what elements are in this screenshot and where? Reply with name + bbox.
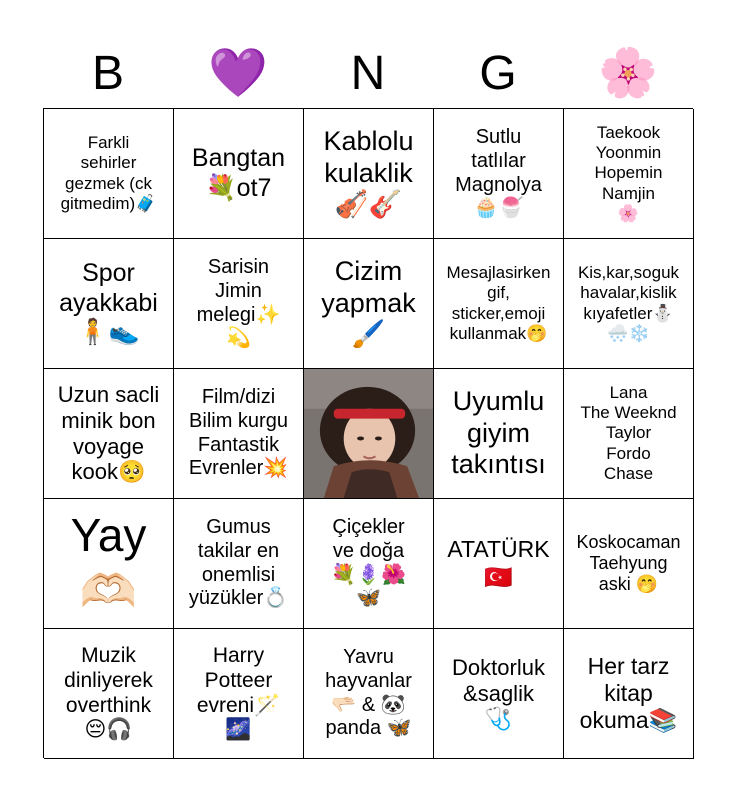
bingo-cell-4-2[interactable]: Gumus takilar en onemlisi yüzükler💍	[174, 499, 304, 629]
bingo-cell-1-2[interactable]: Bangtan 💐ot7	[174, 109, 304, 239]
header-letter-g: G	[479, 47, 517, 100]
bingo-cell-1-5[interactable]: Taekook Yoonmin Hopemin Namjin 🌸	[564, 109, 694, 239]
bingo-cell-3-2[interactable]: Film/dizi Bilim kurgu Fantastik Evrenler💥	[174, 369, 304, 499]
header-cherry-blossom-icon: 🌸	[598, 47, 658, 100]
bingo-cell-4-1[interactable]: Yay 🫶🏻	[44, 499, 174, 629]
bingo-cell-2-3[interactable]: Cizim yapmak 🖌️	[304, 239, 434, 369]
header-letter-b: B	[91, 47, 124, 100]
header-hyacinth-icon: 💜	[208, 47, 268, 100]
bingo-cell-3-1[interactable]: Uzun sacli minik bon voyage kook🥺	[44, 369, 174, 499]
bingo-cell-2-1[interactable]: Spor ayakkabi 🧍👟	[44, 239, 174, 369]
bingo-cell-5-2[interactable]: Harry Potteer evreni🪄 🌌	[174, 629, 304, 759]
bingo-cell-1-1[interactable]: Farkli sehirler gezmek (ck gitmedim)🧳	[44, 109, 174, 239]
bingo-cell-5-1[interactable]: Muzik dinliyerek overthink 😔🎧	[44, 629, 174, 759]
bingo-cell-4-5[interactable]: Koskocaman Taehyung aski 🤭	[564, 499, 694, 629]
bingo-cell-2-4[interactable]: Mesajlasirken gif, sticker,emoji kullanmak🤭	[434, 239, 564, 369]
bingo-cell-4-4[interactable]: ATATÜRK 🇹🇷	[434, 499, 564, 629]
bingo-cell-1-3[interactable]: Kablolu kulaklik 🎻🎸	[304, 109, 434, 239]
portrait-photo-icon	[304, 369, 433, 498]
bingo-cell-4-3[interactable]: Çiçekler ve doğa 💐🪻🌺 🦋	[304, 499, 434, 629]
bingo-cell-1-4[interactable]: Sutlu tatlılar Magnolya 🧁🍧	[434, 109, 564, 239]
bingo-cell-2-2[interactable]: Sarisin Jimin melegi✨ 💫	[174, 239, 304, 369]
header-letter-n: N	[350, 47, 386, 100]
bingo-cell-3-4[interactable]: Uyumlu giyim takıntısı	[434, 369, 564, 499]
bingo-header	[43, 40, 693, 108]
bingo-cell-5-3[interactable]: Yavru hayvanlar 🫳🏻 & 🐼 panda 🦋	[304, 629, 434, 759]
bingo-cell-5-4[interactable]: Doktorluk &saglik 🩺	[434, 629, 564, 759]
bingo-board	[43, 108, 693, 758]
bingo-cell-3-5[interactable]: Lana The Weeknd Taylor Fordo Chase	[564, 369, 694, 499]
bingo-cell-2-5[interactable]: Kis,kar,soguk havalar,kislik kıyafetler⛄ 🌨️❄️	[564, 239, 694, 369]
free-space-photo[interactable]	[304, 369, 434, 499]
bingo-cell-5-5[interactable]: Her tarz kitap okuma📚	[564, 629, 694, 759]
